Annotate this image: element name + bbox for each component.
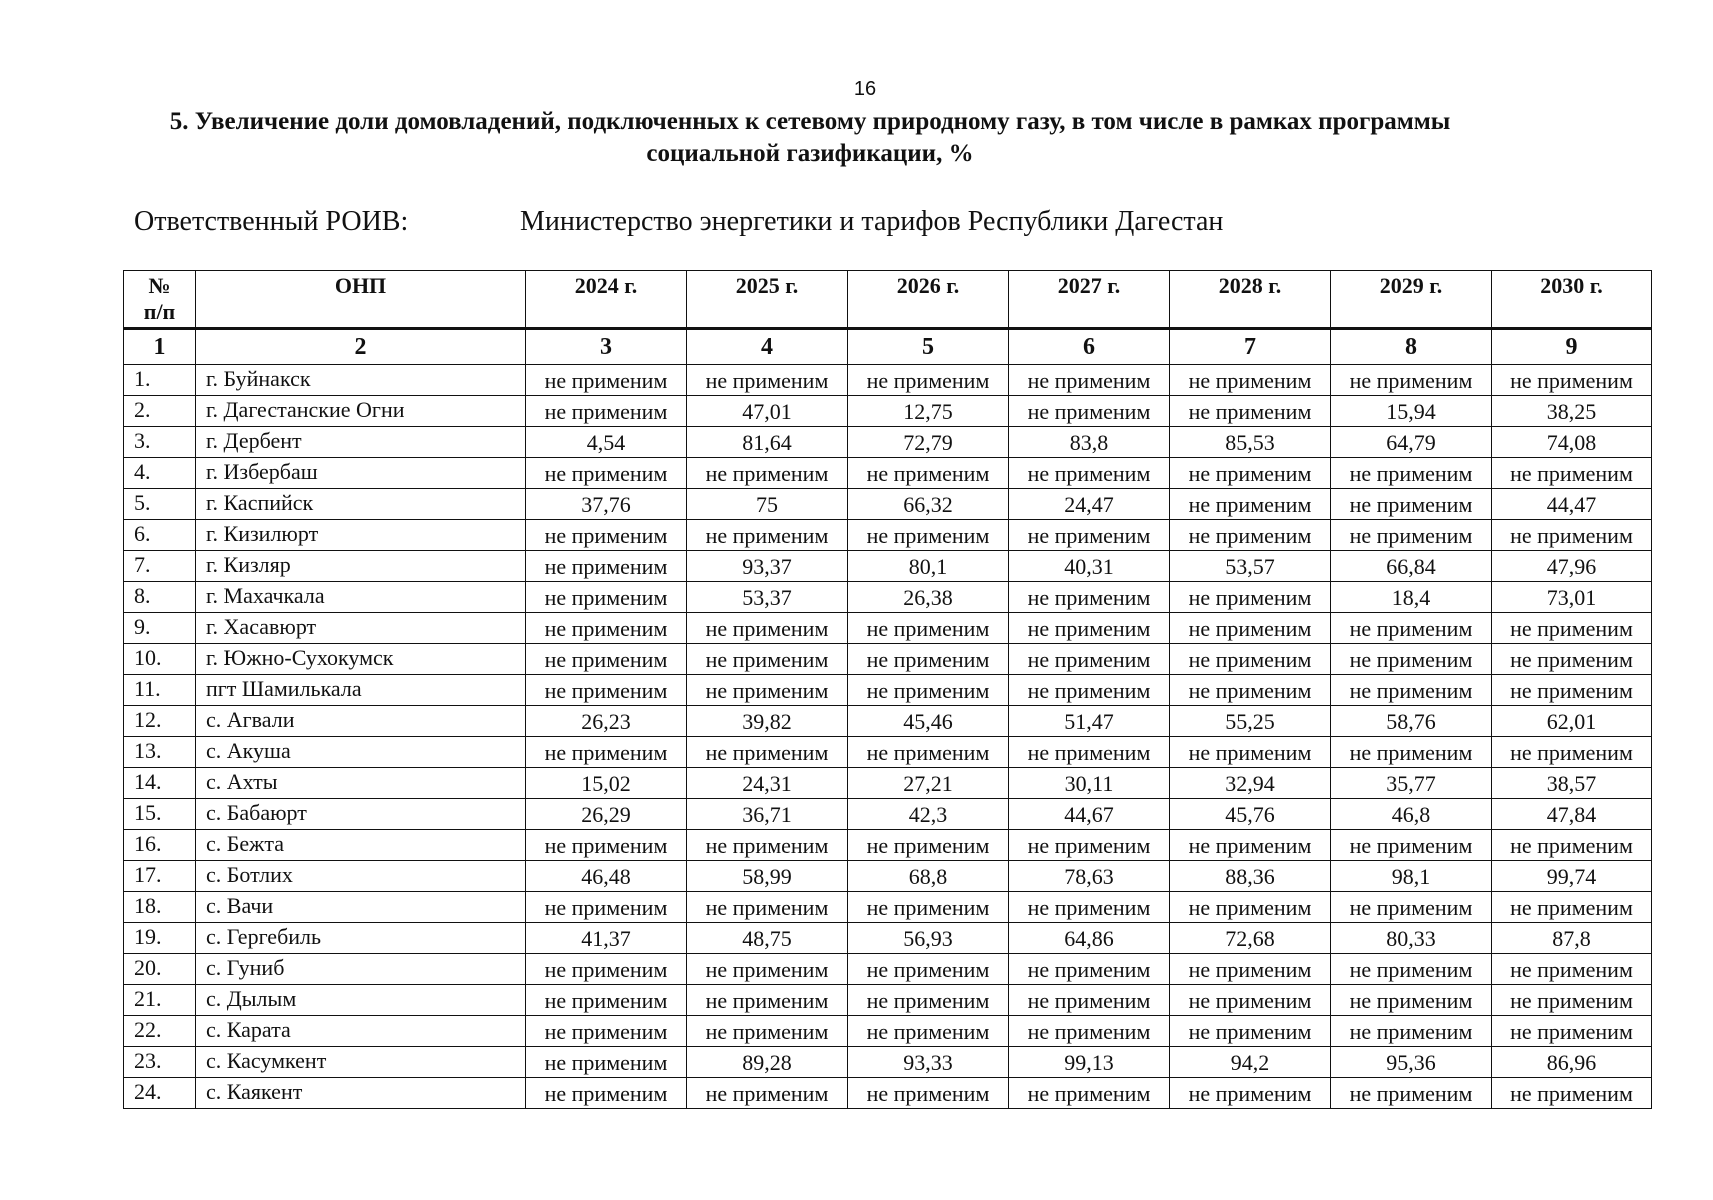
value-cell: 72,68 (1170, 923, 1331, 954)
value-cell: не применим (1492, 458, 1652, 489)
settlement-name: г. Дагестанские Огни (196, 396, 526, 427)
value-cell: 66,32 (848, 489, 1009, 520)
value-cell: 89,28 (687, 1047, 848, 1078)
value-cell: не применим (848, 985, 1009, 1016)
value-cell: 55,25 (1170, 706, 1331, 737)
value-cell: не применим (687, 458, 848, 489)
table-row (124, 644, 1652, 675)
settlement-name: пгт Шамилькала (196, 675, 526, 706)
value-cell: 40,31 (1009, 551, 1170, 582)
value-cell: не применим (526, 892, 687, 923)
value-cell: 85,53 (1170, 427, 1331, 458)
value-cell: не применим (1170, 985, 1331, 1016)
settlement-name: г. Избербаш (196, 458, 526, 489)
value-cell: 66,84 (1331, 551, 1492, 582)
page-number: 16 (853, 78, 877, 100)
value-cell: не применим (1009, 396, 1170, 427)
value-cell: не применим (687, 985, 848, 1016)
row-number: 12. (124, 706, 196, 737)
table-row (124, 365, 1652, 396)
table-row (124, 706, 1652, 737)
settlement-name: г. Каспийск (196, 489, 526, 520)
header-year-2030: 2030 г. (1492, 271, 1652, 329)
document-title (110, 106, 1510, 170)
table-row (124, 830, 1652, 861)
value-cell: не применим (1492, 1078, 1652, 1109)
value-cell: не применим (687, 954, 848, 985)
value-cell: не применим (1170, 954, 1331, 985)
value-cell: не применим (1009, 582, 1170, 613)
value-cell: не применим (687, 737, 848, 768)
title-line-2: социальной газификации, % (646, 140, 974, 167)
value-cell: 56,93 (848, 923, 1009, 954)
value-cell: 58,76 (1331, 706, 1492, 737)
value-cell: не применим (526, 551, 687, 582)
table-row (124, 861, 1652, 892)
value-cell: не применим (1331, 675, 1492, 706)
value-cell: не применим (1170, 613, 1331, 644)
value-cell: не применим (526, 582, 687, 613)
value-cell: не применим (526, 644, 687, 675)
value-cell: 12,75 (848, 396, 1009, 427)
value-cell: не применим (526, 365, 687, 396)
value-cell: не применим (687, 1016, 848, 1047)
value-cell: 73,01 (1492, 582, 1652, 613)
value-cell: не применим (1170, 520, 1331, 551)
value-cell: 87,8 (1492, 923, 1652, 954)
value-cell: 80,1 (848, 551, 1009, 582)
settlement-name: г. Махачкала (196, 582, 526, 613)
value-cell: 94,2 (1170, 1047, 1331, 1078)
table-row (124, 582, 1652, 613)
value-cell: не применим (1009, 1078, 1170, 1109)
header-num-line2: п/п (143, 299, 176, 324)
settlement-name: с. Акуша (196, 737, 526, 768)
value-cell: 80,33 (1331, 923, 1492, 954)
table-row (124, 396, 1652, 427)
header-year-2024: 2024 г. (526, 271, 687, 329)
value-cell: не применим (848, 1016, 1009, 1047)
value-cell: 36,71 (687, 799, 848, 830)
row-number: 1. (124, 365, 196, 396)
table-row (124, 520, 1652, 551)
value-cell: 64,79 (1331, 427, 1492, 458)
value-cell: 58,99 (687, 861, 848, 892)
value-cell: не применим (1492, 675, 1652, 706)
value-cell: 74,08 (1492, 427, 1652, 458)
value-cell: 48,75 (687, 923, 848, 954)
settlement-name: с. Ботлих (196, 861, 526, 892)
table-row (124, 1078, 1652, 1109)
value-cell: не применим (1009, 675, 1170, 706)
value-cell: не применим (848, 520, 1009, 551)
value-cell: не применим (1009, 520, 1170, 551)
value-cell: 39,82 (687, 706, 848, 737)
table-row (124, 458, 1652, 489)
value-cell: не применим (1170, 644, 1331, 675)
value-cell: 38,25 (1492, 396, 1652, 427)
value-cell: 99,74 (1492, 861, 1652, 892)
settlement-name: г. Кизляр (196, 551, 526, 582)
value-cell: не применим (1170, 892, 1331, 923)
value-cell: 78,63 (1009, 861, 1170, 892)
row-number: 2. (124, 396, 196, 427)
value-cell: не применим (687, 613, 848, 644)
value-cell: 45,46 (848, 706, 1009, 737)
value-cell: не применим (1492, 954, 1652, 985)
value-cell: не применим (1170, 1078, 1331, 1109)
value-cell: не применим (1331, 520, 1492, 551)
value-cell: не применим (526, 1047, 687, 1078)
row-number: 23. (124, 1047, 196, 1078)
settlement-name: г. Хасавюрт (196, 613, 526, 644)
value-cell: не применим (687, 892, 848, 923)
settlement-name: с. Вачи (196, 892, 526, 923)
header-year-2026: 2026 г. (848, 271, 1009, 329)
value-cell: 24,31 (687, 768, 848, 799)
row-number: 9. (124, 613, 196, 644)
value-cell: 64,86 (1009, 923, 1170, 954)
column-number: 8 (1331, 329, 1492, 365)
table-row (124, 923, 1652, 954)
value-cell: не применим (1331, 737, 1492, 768)
value-cell: не применим (687, 520, 848, 551)
value-cell: не применим (1170, 737, 1331, 768)
value-cell: не применим (1009, 1016, 1170, 1047)
row-number: 10. (124, 644, 196, 675)
row-number: 15. (124, 799, 196, 830)
value-cell: не применим (1170, 830, 1331, 861)
title-line-1: 5. Увеличение доли домовладений, подключенных к сетевому природному газу, в том числе в рамках программы (169, 108, 1451, 135)
settlement-name: с. Касумкент (196, 1047, 526, 1078)
value-cell: не применим (1331, 1078, 1492, 1109)
value-cell: не применим (1492, 644, 1652, 675)
settlement-name: г. Буйнакск (196, 365, 526, 396)
value-cell: не применим (526, 954, 687, 985)
value-cell: 15,94 (1331, 396, 1492, 427)
table-row (124, 1016, 1652, 1047)
value-cell: 93,33 (848, 1047, 1009, 1078)
value-cell: не применим (1009, 954, 1170, 985)
value-cell: 44,67 (1009, 799, 1170, 830)
value-cell: не применим (526, 396, 687, 427)
value-cell: не применим (1170, 396, 1331, 427)
value-cell: не применим (848, 954, 1009, 985)
table-row (124, 489, 1652, 520)
value-cell: не применим (1331, 1016, 1492, 1047)
column-number-row (124, 329, 1652, 365)
value-cell: 62,01 (1492, 706, 1652, 737)
value-cell: не применим (848, 613, 1009, 644)
value-cell: не применим (1009, 613, 1170, 644)
value-cell: 99,13 (1009, 1047, 1170, 1078)
value-cell: не применим (1492, 365, 1652, 396)
table-row (124, 427, 1652, 458)
value-cell: 32,94 (1170, 768, 1331, 799)
value-cell: 46,48 (526, 861, 687, 892)
table-row (124, 675, 1652, 706)
value-cell: 26,29 (526, 799, 687, 830)
value-cell: 27,21 (848, 768, 1009, 799)
value-cell: не применим (1009, 365, 1170, 396)
table-row (124, 1047, 1652, 1078)
value-cell: 37,76 (526, 489, 687, 520)
value-cell: 15,02 (526, 768, 687, 799)
table-row (124, 799, 1652, 830)
value-cell: 4,54 (526, 427, 687, 458)
value-cell: не применим (1331, 644, 1492, 675)
value-cell: не применим (1331, 613, 1492, 644)
value-cell: 47,01 (687, 396, 848, 427)
value-cell: 53,37 (687, 582, 848, 613)
table-row (124, 985, 1652, 1016)
column-number: 3 (526, 329, 687, 365)
value-cell: не применим (1331, 830, 1492, 861)
value-cell: не применим (526, 1016, 687, 1047)
header-year-2029: 2029 г. (1331, 271, 1492, 329)
settlement-name: с. Бабаюрт (196, 799, 526, 830)
value-cell: не применим (1492, 613, 1652, 644)
value-cell: 45,76 (1170, 799, 1331, 830)
responsible-value: Министерство энергетики и тарифов Республики Дагестан (520, 206, 1224, 237)
value-cell: 83,8 (1009, 427, 1170, 458)
row-number: 20. (124, 954, 196, 985)
value-cell: не применим (1331, 954, 1492, 985)
settlement-name: с. Дылым (196, 985, 526, 1016)
row-number: 17. (124, 861, 196, 892)
value-cell: не применим (1170, 458, 1331, 489)
value-cell: 93,37 (687, 551, 848, 582)
settlement-name: с. Гергебиль (196, 923, 526, 954)
column-number: 9 (1492, 329, 1652, 365)
value-cell: не применим (1331, 458, 1492, 489)
value-cell: не применим (1331, 985, 1492, 1016)
settlement-name: с. Бежта (196, 830, 526, 861)
value-cell: не применим (1492, 985, 1652, 1016)
row-number: 18. (124, 892, 196, 923)
value-cell: не применим (1009, 737, 1170, 768)
settlement-name: г. Южно-Сухокумск (196, 644, 526, 675)
value-cell: не применим (1009, 830, 1170, 861)
row-number: 13. (124, 737, 196, 768)
value-cell: не применим (687, 675, 848, 706)
settlement-name: г. Кизилюрт (196, 520, 526, 551)
value-cell: 41,37 (526, 923, 687, 954)
value-cell: не применим (1170, 675, 1331, 706)
header-year-2025: 2025 г. (687, 271, 848, 329)
value-cell: не применим (848, 830, 1009, 861)
column-number: 1 (124, 329, 196, 365)
row-number: 11. (124, 675, 196, 706)
table-row (124, 768, 1652, 799)
row-number: 14. (124, 768, 196, 799)
row-number: 4. (124, 458, 196, 489)
value-cell: не применим (848, 644, 1009, 675)
header-num-line1: № (148, 273, 171, 298)
value-cell: 88,36 (1170, 861, 1331, 892)
value-cell: не применим (526, 613, 687, 644)
table-row (124, 892, 1652, 923)
row-number: 8. (124, 582, 196, 613)
settlement-name: с. Ахты (196, 768, 526, 799)
value-cell: не применим (848, 1078, 1009, 1109)
value-cell: не применим (848, 737, 1009, 768)
value-cell: 47,96 (1492, 551, 1652, 582)
value-cell: не применим (1492, 830, 1652, 861)
value-cell: не применим (687, 644, 848, 675)
value-cell: 98,1 (1331, 861, 1492, 892)
value-cell: 42,3 (848, 799, 1009, 830)
value-cell: не применим (1009, 985, 1170, 1016)
value-cell: 53,57 (1170, 551, 1331, 582)
value-cell: не применим (1492, 892, 1652, 923)
row-number: 19. (124, 923, 196, 954)
value-cell: 81,64 (687, 427, 848, 458)
table-row (124, 954, 1652, 985)
column-number: 7 (1170, 329, 1331, 365)
value-cell: 86,96 (1492, 1047, 1652, 1078)
value-cell: 26,23 (526, 706, 687, 737)
value-cell: не применим (1331, 365, 1492, 396)
value-cell: 24,47 (1009, 489, 1170, 520)
table-row (124, 551, 1652, 582)
row-number: 7. (124, 551, 196, 582)
value-cell: не применим (848, 675, 1009, 706)
row-number: 24. (124, 1078, 196, 1109)
settlement-name: с. Каякент (196, 1078, 526, 1109)
header-year-2027: 2027 г. (1009, 271, 1170, 329)
settlement-name: с. Карата (196, 1016, 526, 1047)
table-row (124, 737, 1652, 768)
value-cell: не применим (848, 458, 1009, 489)
value-cell: не применим (1492, 520, 1652, 551)
value-cell: не применим (1170, 489, 1331, 520)
value-cell: 51,47 (1009, 706, 1170, 737)
value-cell: 30,11 (1009, 768, 1170, 799)
value-cell: не применим (526, 830, 687, 861)
value-cell: не применим (1009, 458, 1170, 489)
value-cell: не применим (526, 520, 687, 551)
header-name: ОНП (196, 271, 526, 329)
value-cell: не применим (1009, 644, 1170, 675)
header-year-2028: 2028 г. (1170, 271, 1331, 329)
value-cell: не применим (526, 985, 687, 1016)
row-number: 21. (124, 985, 196, 1016)
table-row (124, 613, 1652, 644)
value-cell: 26,38 (848, 582, 1009, 613)
value-cell: 18,4 (1331, 582, 1492, 613)
value-cell: не применим (1170, 1016, 1331, 1047)
settlement-name: г. Дербент (196, 427, 526, 458)
value-cell: не применим (848, 365, 1009, 396)
row-number: 3. (124, 427, 196, 458)
value-cell: 68,8 (848, 861, 1009, 892)
value-cell: не применим (526, 458, 687, 489)
value-cell: не применим (1170, 582, 1331, 613)
value-cell: 46,8 (1331, 799, 1492, 830)
value-cell: 47,84 (1492, 799, 1652, 830)
value-cell: 38,57 (1492, 768, 1652, 799)
settlement-name: с. Агвали (196, 706, 526, 737)
value-cell: не применим (687, 830, 848, 861)
value-cell: 35,77 (1331, 768, 1492, 799)
settlement-name: с. Гуниб (196, 954, 526, 985)
value-cell: 44,47 (1492, 489, 1652, 520)
row-number: 16. (124, 830, 196, 861)
column-number: 4 (687, 329, 848, 365)
value-cell: не применим (687, 1078, 848, 1109)
row-number: 22. (124, 1016, 196, 1047)
header-row (124, 271, 1652, 329)
value-cell: не применим (1170, 365, 1331, 396)
value-cell: не применим (526, 1078, 687, 1109)
column-number: 6 (1009, 329, 1170, 365)
value-cell: не применим (526, 675, 687, 706)
column-number: 2 (196, 329, 526, 365)
value-cell: не применим (687, 365, 848, 396)
value-cell: 75 (687, 489, 848, 520)
value-cell: 95,36 (1331, 1047, 1492, 1078)
value-cell: не применим (526, 737, 687, 768)
value-cell: не применим (1331, 892, 1492, 923)
value-cell: 72,79 (848, 427, 1009, 458)
row-number: 5. (124, 489, 196, 520)
row-number: 6. (124, 520, 196, 551)
column-number: 5 (848, 329, 1009, 365)
value-cell: не применим (848, 892, 1009, 923)
responsible-label: Ответственный РОИВ: (134, 206, 409, 237)
value-cell: не применим (1009, 892, 1170, 923)
value-cell: не применим (1492, 737, 1652, 768)
value-cell: не применим (1331, 489, 1492, 520)
header-num (124, 271, 196, 329)
indicator-table (123, 270, 1652, 1109)
value-cell: не применим (1492, 1016, 1652, 1047)
